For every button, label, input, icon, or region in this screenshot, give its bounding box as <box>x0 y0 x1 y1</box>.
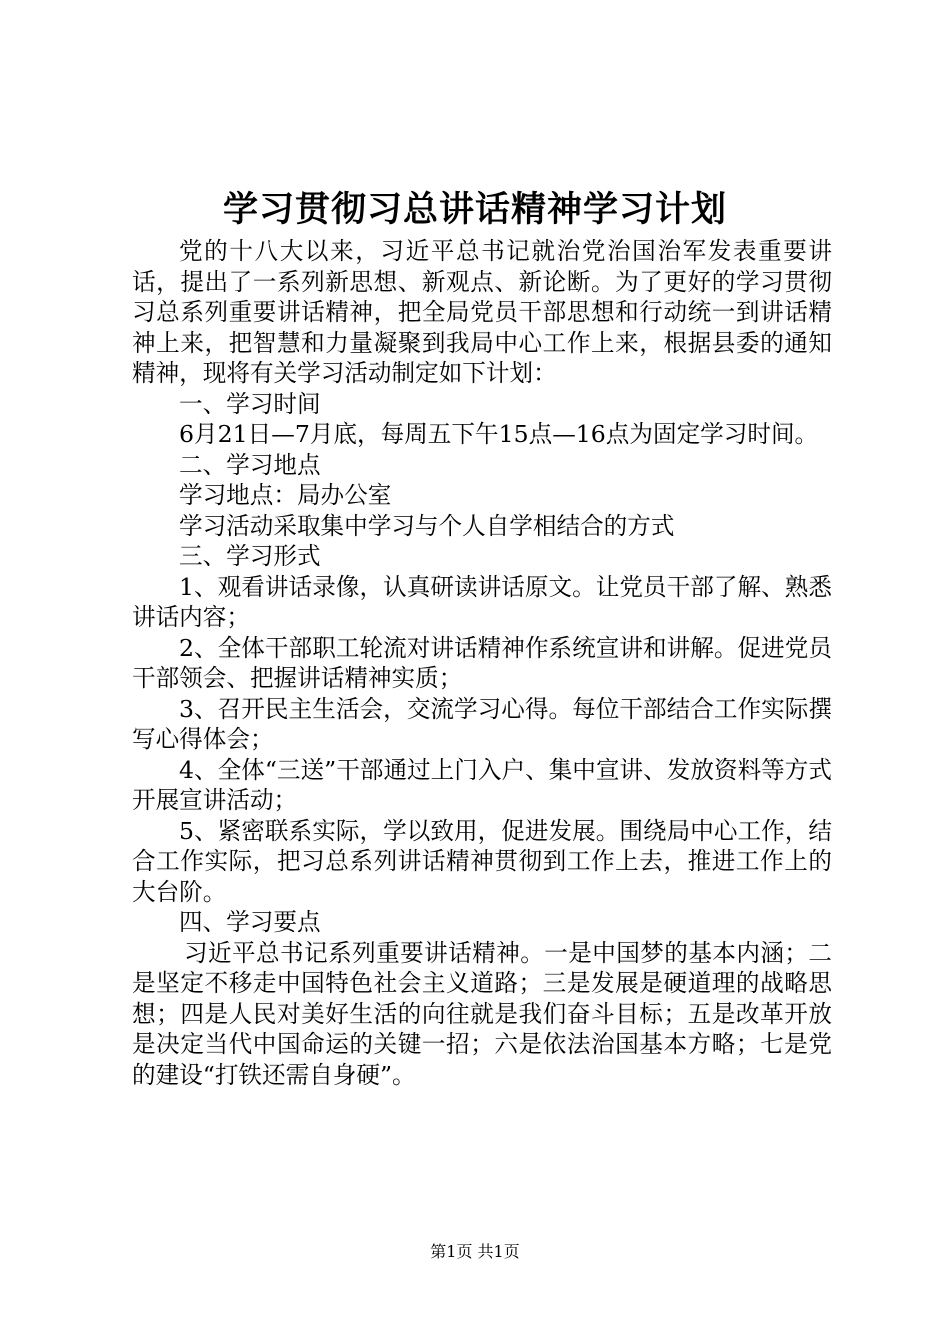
intro-paragraph: 党的十八大以来，习近平总书记就治党治国治军发表重要讲话，提出了一系列新思想、新观点、新论断。为了更好的学习贯彻习总系列重要讲话精神，把全局党员干部思想和行动统一到讲话精神上来，把智慧和力量凝聚到我局中心工作上来，根据县委的通知精神，现将有关学习活动制定如下计划： <box>132 237 832 387</box>
page-footer: 第1页 共1页 <box>430 1242 520 1261</box>
key-points-paragraph: 习近平总书记系列重要讲话精神。一是中国梦的基本内涵；二是坚定不移走中国特色社会主义道路；三是发展是硬道理的战略思想；四是人民对美好生活的向往就是我们奋斗目标；五是改革开放是决定当代中国命运的关键一招；六是依法治国基本方略；七是党的建设“打铁还需自身硬”。 <box>132 938 832 1089</box>
format-item-1: 1、观看讲话录像，认真研读讲话原文。让党员干部了解、熟悉讲话内容； <box>132 572 832 631</box>
schedule-paragraph: 6月21日—7月底，每周五下午15点—16点为固定学习时间。 <box>179 420 819 448</box>
section-heading-location: 二、学习地点 <box>179 450 321 479</box>
format-item-5: 5、紧密联系实际，学以致用，促进发展。围绕局中心工作，结合工作实际，把习总系列讲话精神贯彻到工作上去，推进工作上的大台阶。 <box>132 816 832 906</box>
location-paragraph: 学习地点：局办公室 <box>179 481 392 509</box>
format-item-2: 2、全体干部职工轮流对讲话精神作系统宣讲和讲解。促进党员干部领会、把握讲话精神实质； <box>132 633 832 692</box>
document-body <box>132 236 832 1090</box>
section-heading-key-points: 四、学习要点 <box>179 908 321 936</box>
section-heading-time: 一、学习时间 <box>179 389 321 418</box>
format-item-3: 3、召开民主生活会，交流学习心得。每位干部结合工作实际撰写心得体会； <box>132 694 832 753</box>
section-heading-format: 三、学习形式 <box>179 542 321 570</box>
method-paragraph: 学习活动采取集中学习与个人自学相结合的方式 <box>179 511 675 540</box>
format-item-4: 4、全体“三送”干部通过上门入户、集中宣讲、发放资料等方式开展宣讲活动； <box>132 755 832 814</box>
page-title: 学习贯彻习总讲话精神学习计划 <box>222 189 727 230</box>
